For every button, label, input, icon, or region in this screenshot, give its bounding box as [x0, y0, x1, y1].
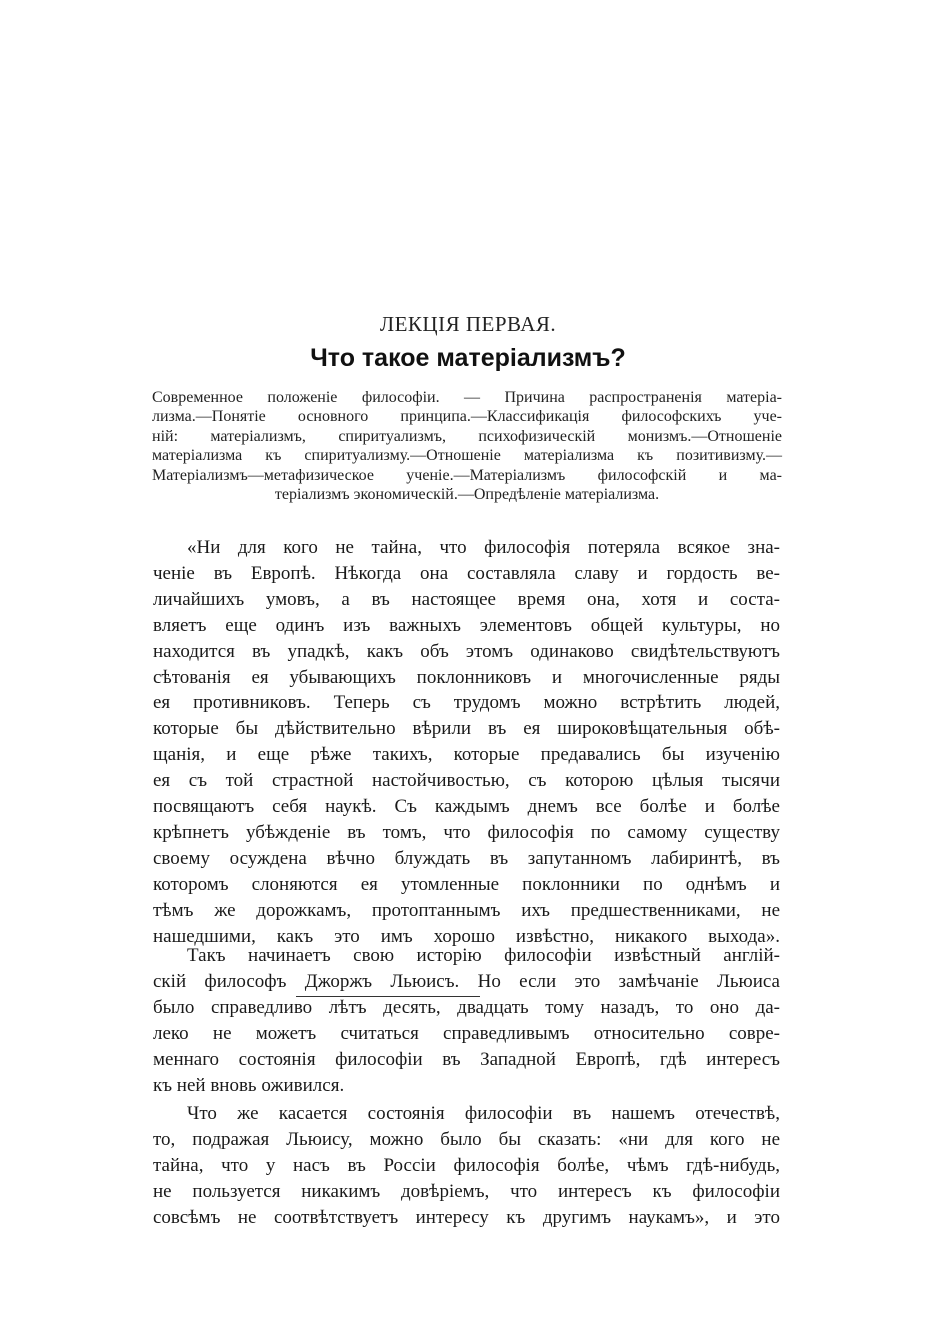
text-line: было справедливо лѣтъ десять, двадцать тому назадъ, то оно да-	[153, 996, 780, 1018]
text-line: ченіе въ Европѣ. Нѣкогда она составляла славу и гордость ве-	[153, 562, 780, 584]
text-line: личайшихъ умовъ, а въ настоящее время она, хотя и соста-	[153, 588, 780, 610]
paragraph-1	[153, 535, 780, 950]
text-line: «Ни для кого не тайна, что философія потеряла всякое зна-	[187, 537, 780, 558]
text-line: посвящаютъ себя наукѣ. Съ каждымъ днемъ все болѣе и болѣе	[153, 796, 780, 818]
summary-line: матеріализма къ спиритуализму.—Отношеніе матеріализма къ позитивизму.—	[152, 447, 782, 465]
text-line: совсѣмъ не соотвѣтствуетъ интересу къ другимъ наукамъ», и это	[153, 1206, 780, 1228]
summary-line: Матеріализмъ—метафизическое ученіе.—Матеріализмъ философскій и ма-	[152, 466, 782, 484]
text-line: меннаго состоянія философіи въ Западной Европѣ, гдѣ интересъ	[153, 1048, 780, 1070]
text-line: щанія, и еще рѣже такихъ, которые предавались бы изученію	[153, 744, 780, 766]
text-line: Что же касается состоянія философіи въ нашемъ отечествѣ,	[187, 1103, 780, 1124]
text-line: нашедшими, какъ это имъ хорошо извѣстно, никакого выхода».	[153, 925, 780, 947]
summary-line: лизма.—Понятіе основного принципа.—Классификація философскихъ уче-	[152, 408, 782, 426]
text-line: ея противниковъ. Теперь съ трудомъ можно встрѣтить людей,	[153, 692, 780, 714]
summary-line: Современное положеніе философіи. — Причина распространенія матеріа-	[152, 389, 782, 406]
chapter-summary	[152, 388, 782, 504]
lecture-heading: ЛЕКЦІЯ ПЕРВАЯ.	[379, 312, 557, 336]
pencil-underline-mark	[296, 993, 480, 997]
text-line: ея съ той страстной настойчивостью, съ которою цѣлыя тысячи	[153, 770, 780, 792]
text-line: не пользуется никакимъ довѣріемъ, что интересъ къ философіи	[153, 1180, 780, 1202]
summary-line: теріализмъ экономическій.—Опредѣленіе матеріализма.	[274, 486, 660, 504]
text-line: Такъ начинаетъ свою исторію философіи извѣстный англій-	[187, 945, 780, 966]
text-line: леко не можетъ считаться справедливымъ относительно совре-	[153, 1022, 780, 1044]
text-line: находится въ упадкѣ, какъ объ этомъ одинаково свидѣтельствуютъ	[153, 640, 780, 662]
paragraph-3	[153, 1101, 780, 1231]
paragraph-2	[153, 943, 780, 1098]
chapter-title: Что такое матеріализмъ?	[310, 344, 626, 372]
text-line: сѣтованія ея убывающихъ поклонниковъ и многочисленные ряды	[153, 666, 780, 688]
text-line: которые бы дѣйствительно вѣрили въ ея широковѣщательныя обѣ-	[153, 718, 780, 740]
text-line: то, подражая Льюису, можно было бы сказать: «ни для кого не	[153, 1128, 780, 1150]
summary-line: ній: матеріализмъ, спиритуализмъ, психофизическій монизмъ.—Отношеніе	[152, 427, 782, 445]
text-line: тайна, что у насъ въ Россіи философія болѣе, чѣмъ гдѣ-нибудь,	[153, 1154, 780, 1176]
text-line: своему осуждена вѣчно блуждать въ запутанномъ лабиринтѣ, въ	[153, 847, 780, 869]
text-line: тѣмъ же дорожкамъ, протоптаннымъ ихъ предшественниками, не	[153, 899, 780, 921]
text-line: которомъ слоняются ея утомленные поклонники по однѣмъ и	[153, 873, 780, 895]
text-line: крѣпнетъ убѣжденіе въ томъ, что философія по самому существу	[153, 821, 780, 843]
text-line: къ ней вновь оживился.	[153, 1074, 345, 1096]
text-line: скій философъ Джоржъ Льюисъ. Но если это замѣчаніе Льюиса	[153, 970, 780, 992]
text-line: вляетъ еще одинъ изъ важныхъ элементовъ общей культуры, но	[153, 614, 780, 636]
